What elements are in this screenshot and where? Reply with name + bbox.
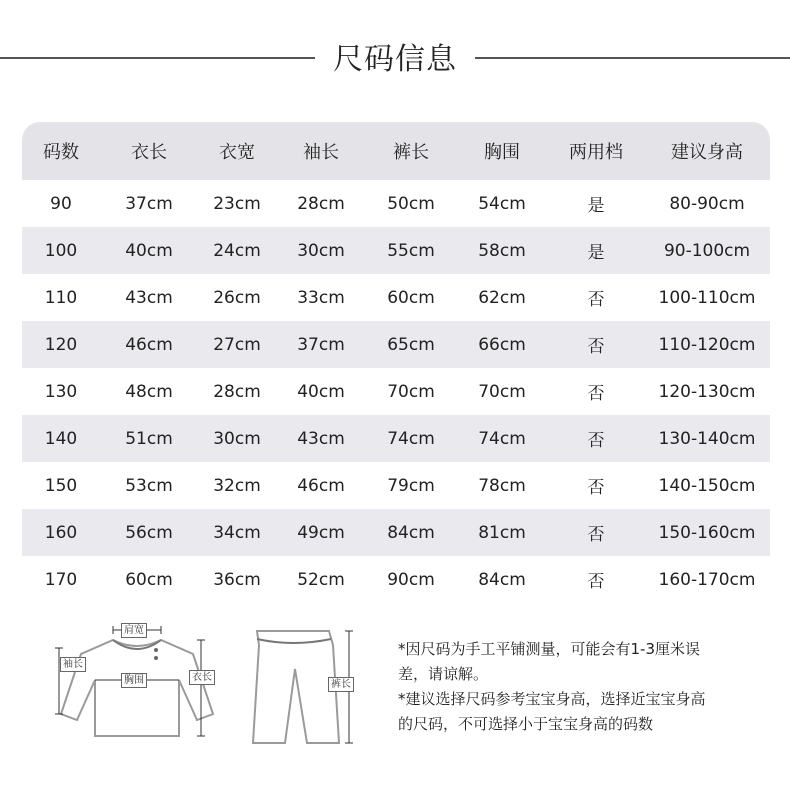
header-chest: 胸围 xyxy=(484,142,520,163)
body-length-tag: 衣长 xyxy=(189,670,215,685)
cell-top-width: 23cm xyxy=(213,193,261,214)
cell-size: 90 xyxy=(50,193,72,214)
title-row xyxy=(0,30,790,80)
cell-top-length: 40cm xyxy=(125,240,173,261)
cell-sleeve-length: 30cm xyxy=(297,240,345,261)
table-header xyxy=(22,122,770,180)
note-line-4: 的尺码，不可选择小于宝宝身高的码数 xyxy=(398,715,654,733)
table-row xyxy=(22,509,770,556)
header-sleeve-length: 袖长 xyxy=(303,142,339,163)
cell-sleeve-length: 28cm xyxy=(297,193,345,214)
cell-size: 160 xyxy=(44,522,78,543)
cell-sleeve-length: 37cm xyxy=(297,334,345,355)
cell-pants-length: 79cm xyxy=(387,475,435,496)
table-row xyxy=(22,556,770,603)
cell-dual-use: 是 xyxy=(587,243,605,263)
header-pants-length: 裤长 xyxy=(393,142,429,163)
table-row xyxy=(22,321,770,368)
cell-top-length: 48cm xyxy=(125,381,173,402)
shoulder-width-tag: 肩宽 xyxy=(121,623,147,638)
cell-pants-length: 90cm xyxy=(387,569,435,590)
cell-top-width: 32cm xyxy=(213,475,261,496)
cell-chest: 66cm xyxy=(478,334,526,355)
cell-pants-length: 65cm xyxy=(387,334,435,355)
cell-chest: 78cm xyxy=(478,475,526,496)
cell-pants-length: 84cm xyxy=(387,522,435,543)
button-icon xyxy=(154,648,158,652)
cell-top-width: 30cm xyxy=(213,428,261,449)
cell-top-width: 28cm xyxy=(213,381,261,402)
cell-dual-use: 否 xyxy=(587,431,605,451)
header-size: 码数 xyxy=(43,142,79,163)
cell-size: 170 xyxy=(44,569,78,590)
cell-pants-length: 55cm xyxy=(387,240,435,261)
cell-sleeve-length: 46cm xyxy=(297,475,345,496)
cell-top-width: 26cm xyxy=(213,287,261,308)
cell-top-width: 36cm xyxy=(213,569,261,590)
cell-sleeve-length: 40cm xyxy=(297,381,345,402)
cell-top-length: 53cm xyxy=(125,475,173,496)
cell-sleeve-length: 43cm xyxy=(297,428,345,449)
note-line-2: 差，请谅解。 xyxy=(398,665,489,683)
size-notes xyxy=(398,637,758,737)
cell-dual-use: 否 xyxy=(587,572,605,592)
cell-chest: 84cm xyxy=(478,569,526,590)
pants-length-tag: 裤长 xyxy=(328,677,354,692)
cell-top-length: 37cm xyxy=(125,193,173,214)
cell-height: 90-100cm xyxy=(663,240,751,261)
cell-dual-use: 否 xyxy=(587,290,605,310)
cell-sleeve-length: 49cm xyxy=(297,522,345,543)
table-row xyxy=(22,415,770,462)
cell-dual-use: 是 xyxy=(587,196,605,216)
cell-dual-use: 否 xyxy=(587,337,605,357)
cell-pants-length: 74cm xyxy=(387,428,435,449)
cell-top-width: 34cm xyxy=(213,522,261,543)
cell-height: 140-150cm xyxy=(658,475,756,496)
cell-chest: 81cm xyxy=(478,522,526,543)
cell-height: 130-140cm xyxy=(658,428,756,449)
cell-dual-use: 否 xyxy=(587,525,605,545)
table-row xyxy=(22,462,770,509)
header-height: 建议身高 xyxy=(671,142,743,163)
cell-top-length: 56cm xyxy=(125,522,173,543)
note-line-1: *因尺码为手工平铺测量，可能会有1-3厘米误 xyxy=(398,640,701,658)
cell-dual-use: 否 xyxy=(587,478,605,498)
cell-height: 160-170cm xyxy=(658,569,756,590)
cell-height: 150-160cm xyxy=(658,522,756,543)
header-top-length: 衣长 xyxy=(131,142,167,163)
cell-height: 120-130cm xyxy=(658,381,756,402)
table-row xyxy=(22,227,770,274)
cell-height: 110-120cm xyxy=(658,334,756,355)
header-dual-use: 两用档 xyxy=(569,142,623,163)
cell-size: 150 xyxy=(44,475,78,496)
note-line-3: *建议选择尺码参考宝宝身高，选择近宝宝身高 xyxy=(398,690,706,708)
cell-height: 100-110cm xyxy=(658,287,756,308)
cell-size: 110 xyxy=(44,287,78,308)
cell-size: 120 xyxy=(44,334,78,355)
table-row xyxy=(22,180,770,227)
cell-size: 100 xyxy=(44,240,78,261)
cell-dual-use: 否 xyxy=(587,384,605,404)
cell-size: 130 xyxy=(44,381,78,402)
button-icon xyxy=(154,656,158,660)
cell-top-length: 46cm xyxy=(125,334,173,355)
cell-chest: 70cm xyxy=(478,381,526,402)
sleeve-length-tag: 袖长 xyxy=(60,657,86,672)
cell-top-length: 51cm xyxy=(125,428,173,449)
cell-chest: 54cm xyxy=(478,193,526,214)
cell-chest: 62cm xyxy=(478,287,526,308)
cell-top-width: 24cm xyxy=(213,240,261,261)
title-divider-right xyxy=(475,57,790,59)
cell-sleeve-length: 52cm xyxy=(297,569,345,590)
cell-top-length: 60cm xyxy=(125,569,173,590)
chest-tag: 胸围 xyxy=(121,673,147,688)
cell-pants-length: 70cm xyxy=(387,381,435,402)
page-title: 尺码信息 xyxy=(333,42,457,77)
cell-sleeve-length: 33cm xyxy=(297,287,345,308)
cell-top-width: 27cm xyxy=(213,334,261,355)
table-row xyxy=(22,274,770,321)
cell-size: 140 xyxy=(44,428,78,449)
table-row xyxy=(22,368,770,415)
header-top-width: 衣宽 xyxy=(219,142,255,163)
cell-chest: 58cm xyxy=(478,240,526,261)
cell-height: 80-90cm xyxy=(669,193,745,214)
table-body xyxy=(22,180,770,603)
cell-pants-length: 50cm xyxy=(387,193,435,214)
cell-top-length: 43cm xyxy=(125,287,173,308)
size-table xyxy=(22,122,770,603)
cell-pants-length: 60cm xyxy=(387,287,435,308)
title-divider-left xyxy=(0,57,315,59)
cell-chest: 74cm xyxy=(478,428,526,449)
